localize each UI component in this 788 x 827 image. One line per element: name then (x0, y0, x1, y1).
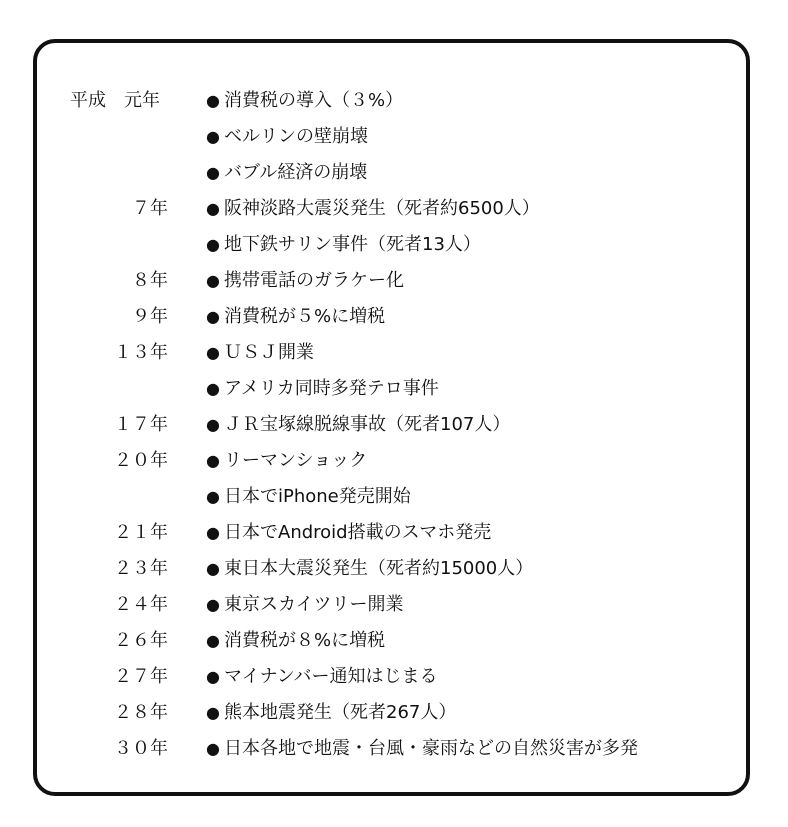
event-text: 阪神淡路大震災発生（死者約6500人） (224, 198, 540, 219)
timeline-row (0, 587, 788, 623)
event-item (206, 551, 533, 587)
bullet-icon: ● (206, 487, 220, 506)
bullet-icon: ● (206, 595, 220, 614)
bullet-icon: ● (206, 451, 220, 470)
timeline-row (0, 443, 788, 479)
timeline-row (0, 551, 788, 587)
event-text: リーマンショック (224, 450, 368, 471)
timeline-row (0, 659, 788, 695)
event-text: 東京スカイツリー開業 (224, 594, 404, 615)
timeline-row (0, 155, 788, 191)
year-label: ２６年 (114, 630, 168, 651)
year-label: ２４年 (114, 594, 168, 615)
event-item (206, 83, 403, 119)
event-text: 消費税が５%に増税 (224, 306, 386, 327)
bullet-icon: ● (206, 91, 220, 110)
bullet-icon: ● (206, 415, 220, 434)
event-item (206, 371, 439, 407)
event-item (206, 155, 367, 191)
bullet-icon: ● (206, 271, 220, 290)
year-label: １７年 (114, 414, 168, 435)
event-text: 日本でiPhone発売開始 (224, 486, 411, 507)
event-text: ベルリンの壁崩壊 (224, 126, 368, 147)
event-text: 携帯電話のガラケー化 (224, 270, 404, 291)
bullet-icon: ● (206, 307, 220, 326)
timeline-row (0, 515, 788, 551)
bullet-icon: ● (206, 343, 220, 362)
year-label: ２１年 (114, 522, 168, 543)
timeline-row (0, 335, 788, 371)
year-label: １３年 (114, 342, 168, 363)
event-text: 熊本地震発生（死者267人） (224, 702, 457, 723)
timeline-row (0, 83, 788, 119)
event-text: ＵＳＪ開業 (224, 342, 314, 363)
event-item (206, 515, 491, 551)
year-label: ９年 (132, 306, 168, 327)
bullet-icon: ● (206, 379, 220, 398)
event-item (206, 191, 540, 227)
timeline-row (0, 371, 788, 407)
timeline-row (0, 407, 788, 443)
event-item (206, 587, 403, 623)
year-label: ３０年 (114, 738, 168, 759)
timeline-row (0, 695, 788, 731)
event-item (206, 443, 367, 479)
timeline-row (0, 119, 788, 155)
bullet-icon: ● (206, 523, 220, 542)
timeline-row (0, 623, 788, 659)
year-label: ８年 (132, 270, 168, 291)
year-label: ２８年 (114, 702, 168, 723)
year-label: ２３年 (114, 558, 168, 579)
event-text: 東日本大震災発生（死者約15000人） (224, 558, 534, 579)
event-text: 消費税の導入（３%） (224, 90, 404, 111)
bullet-icon: ● (206, 163, 220, 182)
event-item (206, 731, 638, 767)
bullet-icon: ● (206, 199, 220, 218)
year-label: ２７年 (114, 666, 168, 687)
event-item (206, 479, 411, 515)
timeline-row (0, 479, 788, 515)
event-item (206, 659, 437, 695)
event-item (206, 407, 510, 443)
timeline-row (0, 299, 788, 335)
event-text: バブル経済の崩壊 (224, 162, 368, 183)
bullet-icon: ● (206, 127, 220, 146)
event-text: 日本各地で地震・台風・豪雨などの自然災害が多発 (224, 738, 638, 759)
bullet-icon: ● (206, 703, 220, 722)
event-text: 消費税が８%に増税 (224, 630, 386, 651)
year-label: ２０年 (114, 450, 168, 471)
event-text: マイナンバー通知はじまる (224, 666, 438, 687)
year-label: ７年 (132, 198, 168, 219)
event-item (206, 119, 368, 155)
event-item (206, 335, 314, 371)
year-label: 平成 元年 (70, 90, 160, 111)
event-item (206, 299, 385, 335)
event-item (206, 695, 456, 731)
bullet-icon: ● (206, 235, 220, 254)
event-item (206, 227, 481, 263)
bullet-icon: ● (206, 631, 220, 650)
bullet-icon: ● (206, 739, 220, 758)
event-text: 地下鉄サリン事件（死者13人） (224, 234, 481, 255)
bullet-icon: ● (206, 667, 220, 686)
timeline-row (0, 191, 788, 227)
event-text: アメリカ同時多発テロ事件 (224, 378, 439, 399)
event-item (206, 263, 404, 299)
timeline-row (0, 227, 788, 263)
timeline-row (0, 263, 788, 299)
timeline-list (0, 83, 788, 767)
timeline-row (0, 731, 788, 767)
event-text: 日本でAndroid搭載のスマホ発売 (224, 522, 492, 543)
bullet-icon: ● (206, 559, 220, 578)
event-item (206, 623, 385, 659)
event-text: ＪＲ宝塚線脱線事故（死者107人） (224, 414, 511, 435)
